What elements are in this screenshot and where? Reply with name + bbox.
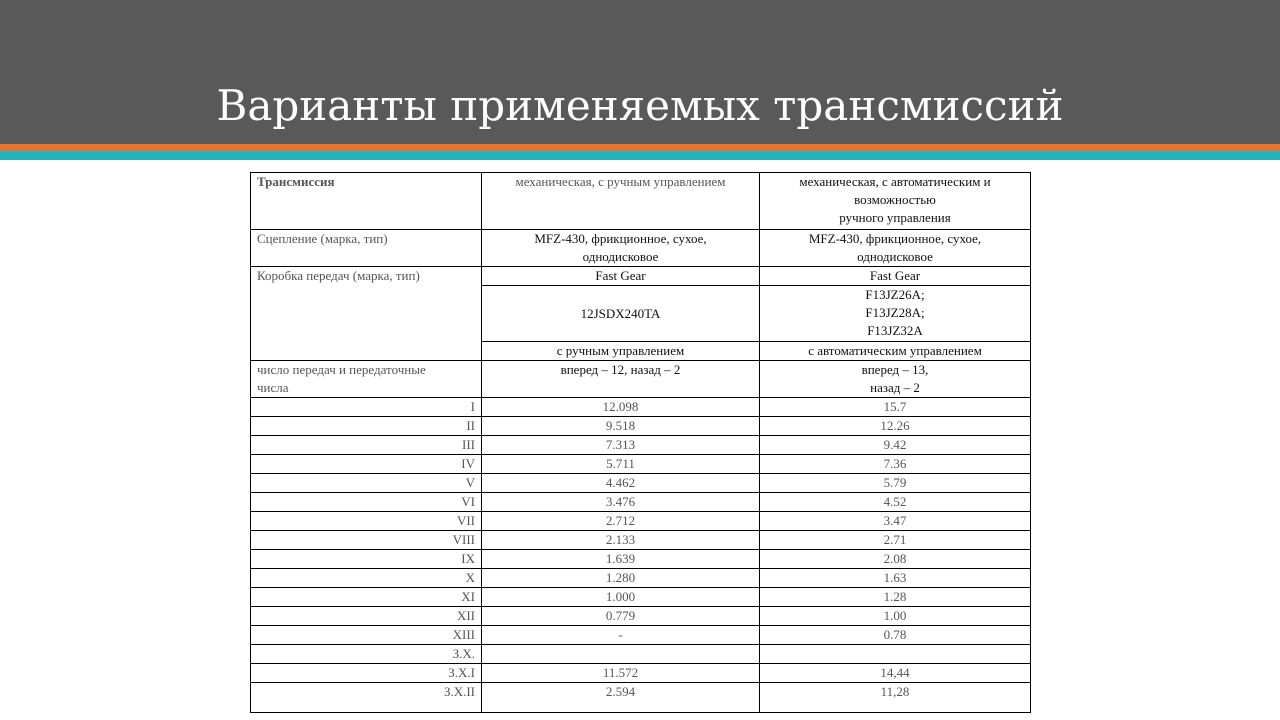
accent-stripe-teal	[0, 151, 1280, 160]
auto-ratio-cell: 1.00	[760, 607, 1031, 626]
table-row	[251, 512, 1031, 531]
gear-cell: I	[251, 398, 482, 417]
gears-count-manual-cell: вперед – 12, назад – 2	[482, 361, 760, 398]
gear-cell: IX	[251, 550, 482, 569]
manual-ratio-cell: -	[482, 626, 760, 645]
header-auto-line2: возможностью	[854, 192, 936, 207]
table-row	[251, 645, 1031, 664]
manual-ratio-cell: 3.476	[482, 493, 760, 512]
auto-ratio-cell: 2.08	[760, 550, 1031, 569]
transmission-table	[250, 172, 1031, 713]
gear-cell: З.Х.II	[251, 683, 482, 713]
header-auto-line1: механическая, с автоматическим и	[799, 174, 991, 189]
manual-ratio-cell: 0.779	[482, 607, 760, 626]
manual-ratio-cell: 2.712	[482, 512, 760, 531]
table-row-header	[251, 173, 1031, 230]
gears-count-auto-cell	[760, 361, 1031, 398]
header-label-cell: Трансмиссия	[251, 173, 482, 230]
auto-ratio-cell: 11,28	[760, 683, 1031, 713]
gearbox-brand-manual-cell: Fast Gear	[482, 267, 760, 286]
gear-cell: VIII	[251, 531, 482, 550]
accent-stripe-orange	[0, 144, 1280, 151]
slide-title: Варианты применяемых трансмиссий	[216, 81, 1064, 130]
manual-ratio-cell: 12.098	[482, 398, 760, 417]
manual-ratio-cell: 2.594	[482, 683, 760, 713]
table-row	[251, 664, 1031, 683]
gearbox-model-auto-cell	[760, 286, 1031, 342]
table-row	[251, 436, 1031, 455]
manual-ratio-cell: 2.133	[482, 531, 760, 550]
table-row-gearbox-brand	[251, 267, 1031, 286]
manual-ratio-cell: 5.711	[482, 455, 760, 474]
gearbox-model-auto-line1: F13JZ26A;	[865, 287, 925, 302]
table-row	[251, 683, 1031, 713]
gear-cell: XI	[251, 588, 482, 607]
gearbox-model-auto-line2: F13JZ28A;	[865, 305, 925, 320]
gears-count-label-line1: число передач и передаточные	[257, 362, 426, 377]
gear-cell: X	[251, 569, 482, 588]
auto-ratio-cell: 1.63	[760, 569, 1031, 588]
table-row-clutch	[251, 230, 1031, 267]
manual-ratio-cell: 9.518	[482, 417, 760, 436]
manual-ratio-cell: 7.313	[482, 436, 760, 455]
header-auto-line3: ручного управления	[839, 210, 951, 225]
header-manual-cell: механическая, с ручным управлением	[482, 173, 760, 230]
auto-ratio-cell: 5.79	[760, 474, 1031, 493]
gear-cell: II	[251, 417, 482, 436]
table-row	[251, 569, 1031, 588]
header-auto-cell	[760, 173, 1031, 230]
clutch-auto-cell	[760, 230, 1031, 267]
auto-ratio-cell: 4.52	[760, 493, 1031, 512]
clutch-manual-cell	[482, 230, 760, 267]
table-row	[251, 626, 1031, 645]
gears-count-auto-line1: вперед – 13,	[861, 362, 929, 377]
gear-cell: XII	[251, 607, 482, 626]
clutch-manual-line1: MFZ-430, фрикционное, сухое,	[534, 231, 707, 246]
table-row	[251, 588, 1031, 607]
auto-ratio-cell: 7.36	[760, 455, 1031, 474]
gear-cell: XIII	[251, 626, 482, 645]
manual-ratio-cell: 1.000	[482, 588, 760, 607]
auto-ratio-cell: 3.47	[760, 512, 1031, 531]
manual-ratio-cell: 1.639	[482, 550, 760, 569]
gearbox-model-auto-line3: F13JZ32A	[867, 323, 923, 338]
table-row	[251, 417, 1031, 436]
clutch-auto-line2: однодисковое	[857, 249, 933, 264]
gearbox-control-manual-cell: с ручным управлением	[482, 342, 760, 361]
gears-count-label-cell	[251, 361, 482, 398]
clutch-auto-line1: MFZ-430, фрикционное, сухое,	[808, 231, 982, 246]
auto-ratio-cell: 0.78	[760, 626, 1031, 645]
table-row	[251, 607, 1031, 626]
gear-cell: VII	[251, 512, 482, 531]
table-row	[251, 398, 1031, 417]
gearbox-label-cell: Коробка передач (марка, тип)	[251, 267, 482, 361]
table-row	[251, 531, 1031, 550]
table-row	[251, 493, 1031, 512]
manual-ratio-cell	[482, 645, 760, 664]
auto-ratio-cell: 2.71	[760, 531, 1031, 550]
gear-cell: V	[251, 474, 482, 493]
gear-cell: VI	[251, 493, 482, 512]
gear-cell: З.Х.	[251, 645, 482, 664]
table-row	[251, 474, 1031, 493]
manual-ratio-cell: 4.462	[482, 474, 760, 493]
manual-ratio-cell: 1.280	[482, 569, 760, 588]
clutch-manual-line2: однодисковое	[582, 249, 659, 264]
gearbox-control-auto-cell: с автоматическим управлением	[760, 342, 1031, 361]
auto-ratio-cell: 9.42	[760, 436, 1031, 455]
clutch-label-cell: Сцепление (марка, тип)	[251, 230, 482, 267]
gear-cell: З.Х.I	[251, 664, 482, 683]
table-row-gears-count	[251, 361, 1031, 398]
gearbox-brand-auto-cell: Fast Gear	[760, 267, 1031, 286]
gear-cell: III	[251, 436, 482, 455]
auto-ratio-cell: 12.26	[760, 417, 1031, 436]
auto-ratio-cell: 1.28	[760, 588, 1031, 607]
table-row	[251, 550, 1031, 569]
table-row	[251, 455, 1031, 474]
gearbox-model-manual-cell: 12JSDX240TA	[482, 286, 760, 342]
gears-count-auto-line2: назад – 2	[870, 380, 920, 395]
gear-cell: IV	[251, 455, 482, 474]
gears-count-label-line2: числа	[257, 380, 289, 395]
manual-ratio-cell: 11.572	[482, 664, 760, 683]
auto-ratio-cell: 15.7	[760, 398, 1031, 417]
auto-ratio-cell: 14,44	[760, 664, 1031, 683]
auto-ratio-cell	[760, 645, 1031, 664]
table-container	[250, 172, 1030, 713]
